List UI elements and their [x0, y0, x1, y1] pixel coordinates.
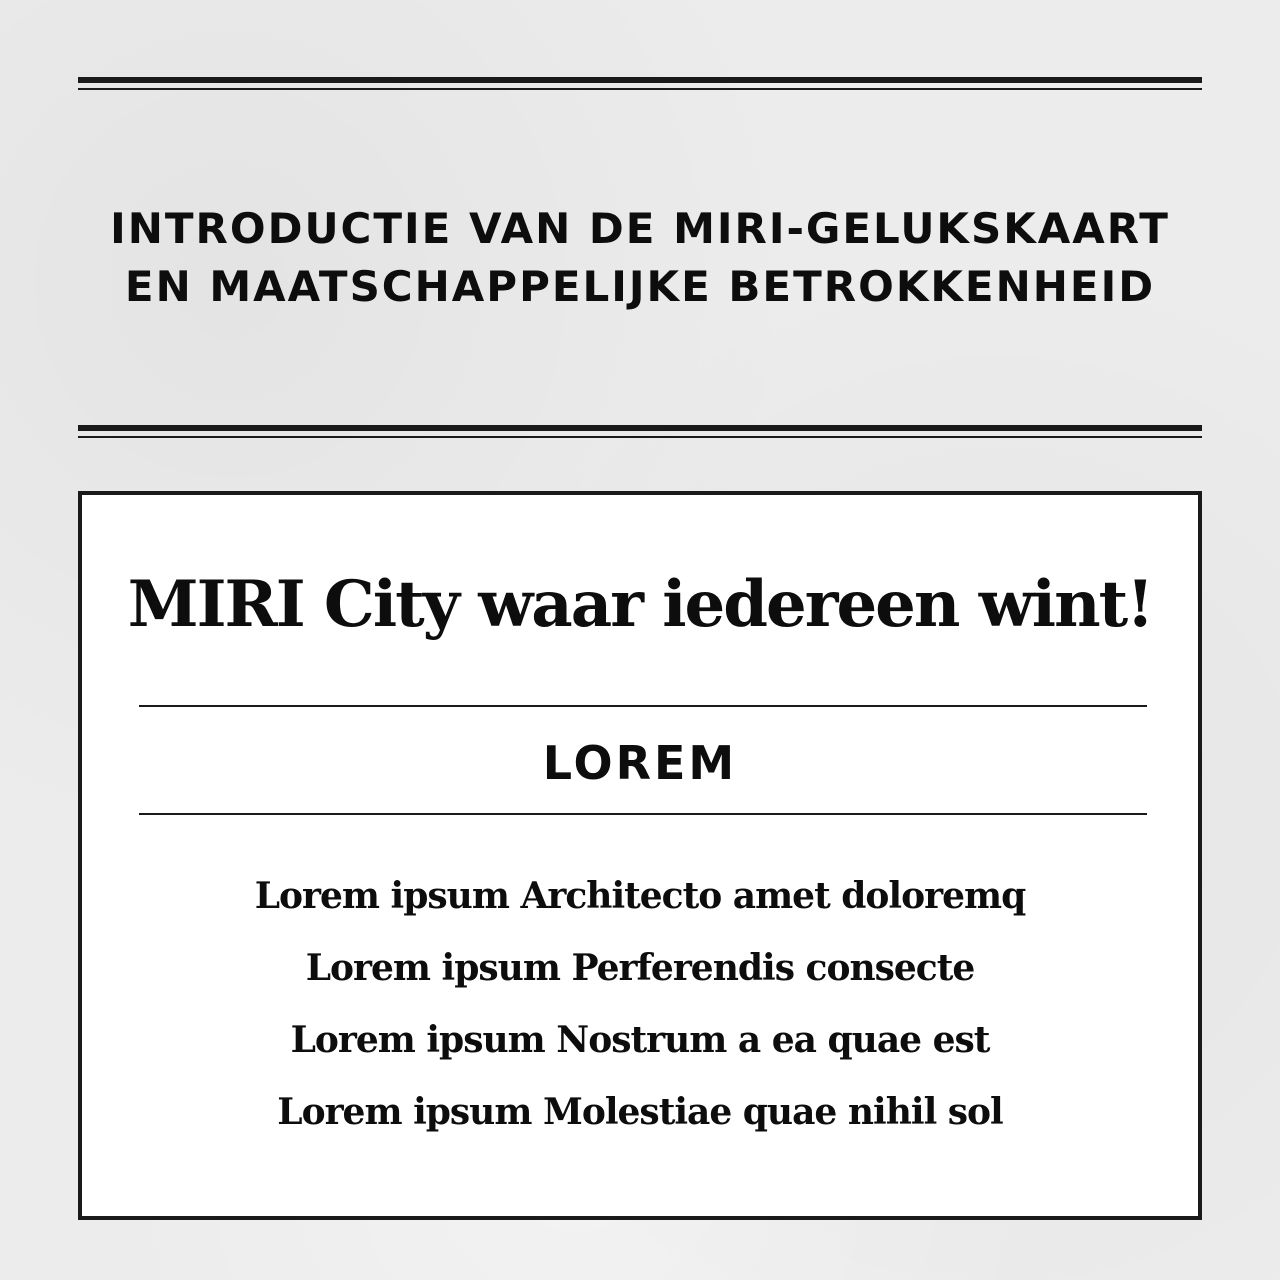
section-label: LOREM — [542, 736, 738, 790]
top-double-rule — [78, 77, 1202, 90]
text-line: Lorem ipsum Architecto amet doloremq — [254, 875, 1026, 917]
text-line: Lorem ipsum Nostrum a ea quae est — [290, 1019, 990, 1061]
text-line: Lorem ipsum Molestiae quae nihil sol — [277, 1091, 1003, 1133]
headline-line-1: INTRODUCTIE VAN DE MIRI-GELUKSKAART — [110, 204, 1170, 253]
card-divider-lower — [139, 813, 1147, 815]
text-line: Lorem ipsum Perferendis consecte — [305, 947, 975, 989]
card-divider-upper — [139, 705, 1147, 707]
headline-line-2: EN MAATSCHAPPELIJKE BETROKKENHEID — [124, 262, 1156, 311]
middle-double-rule — [78, 425, 1202, 438]
card-title: MIRI City waar iedereen wint! — [127, 567, 1153, 642]
text-lines — [82, 860, 1198, 1148]
headline — [78, 200, 1202, 316]
content-card — [78, 491, 1202, 1220]
